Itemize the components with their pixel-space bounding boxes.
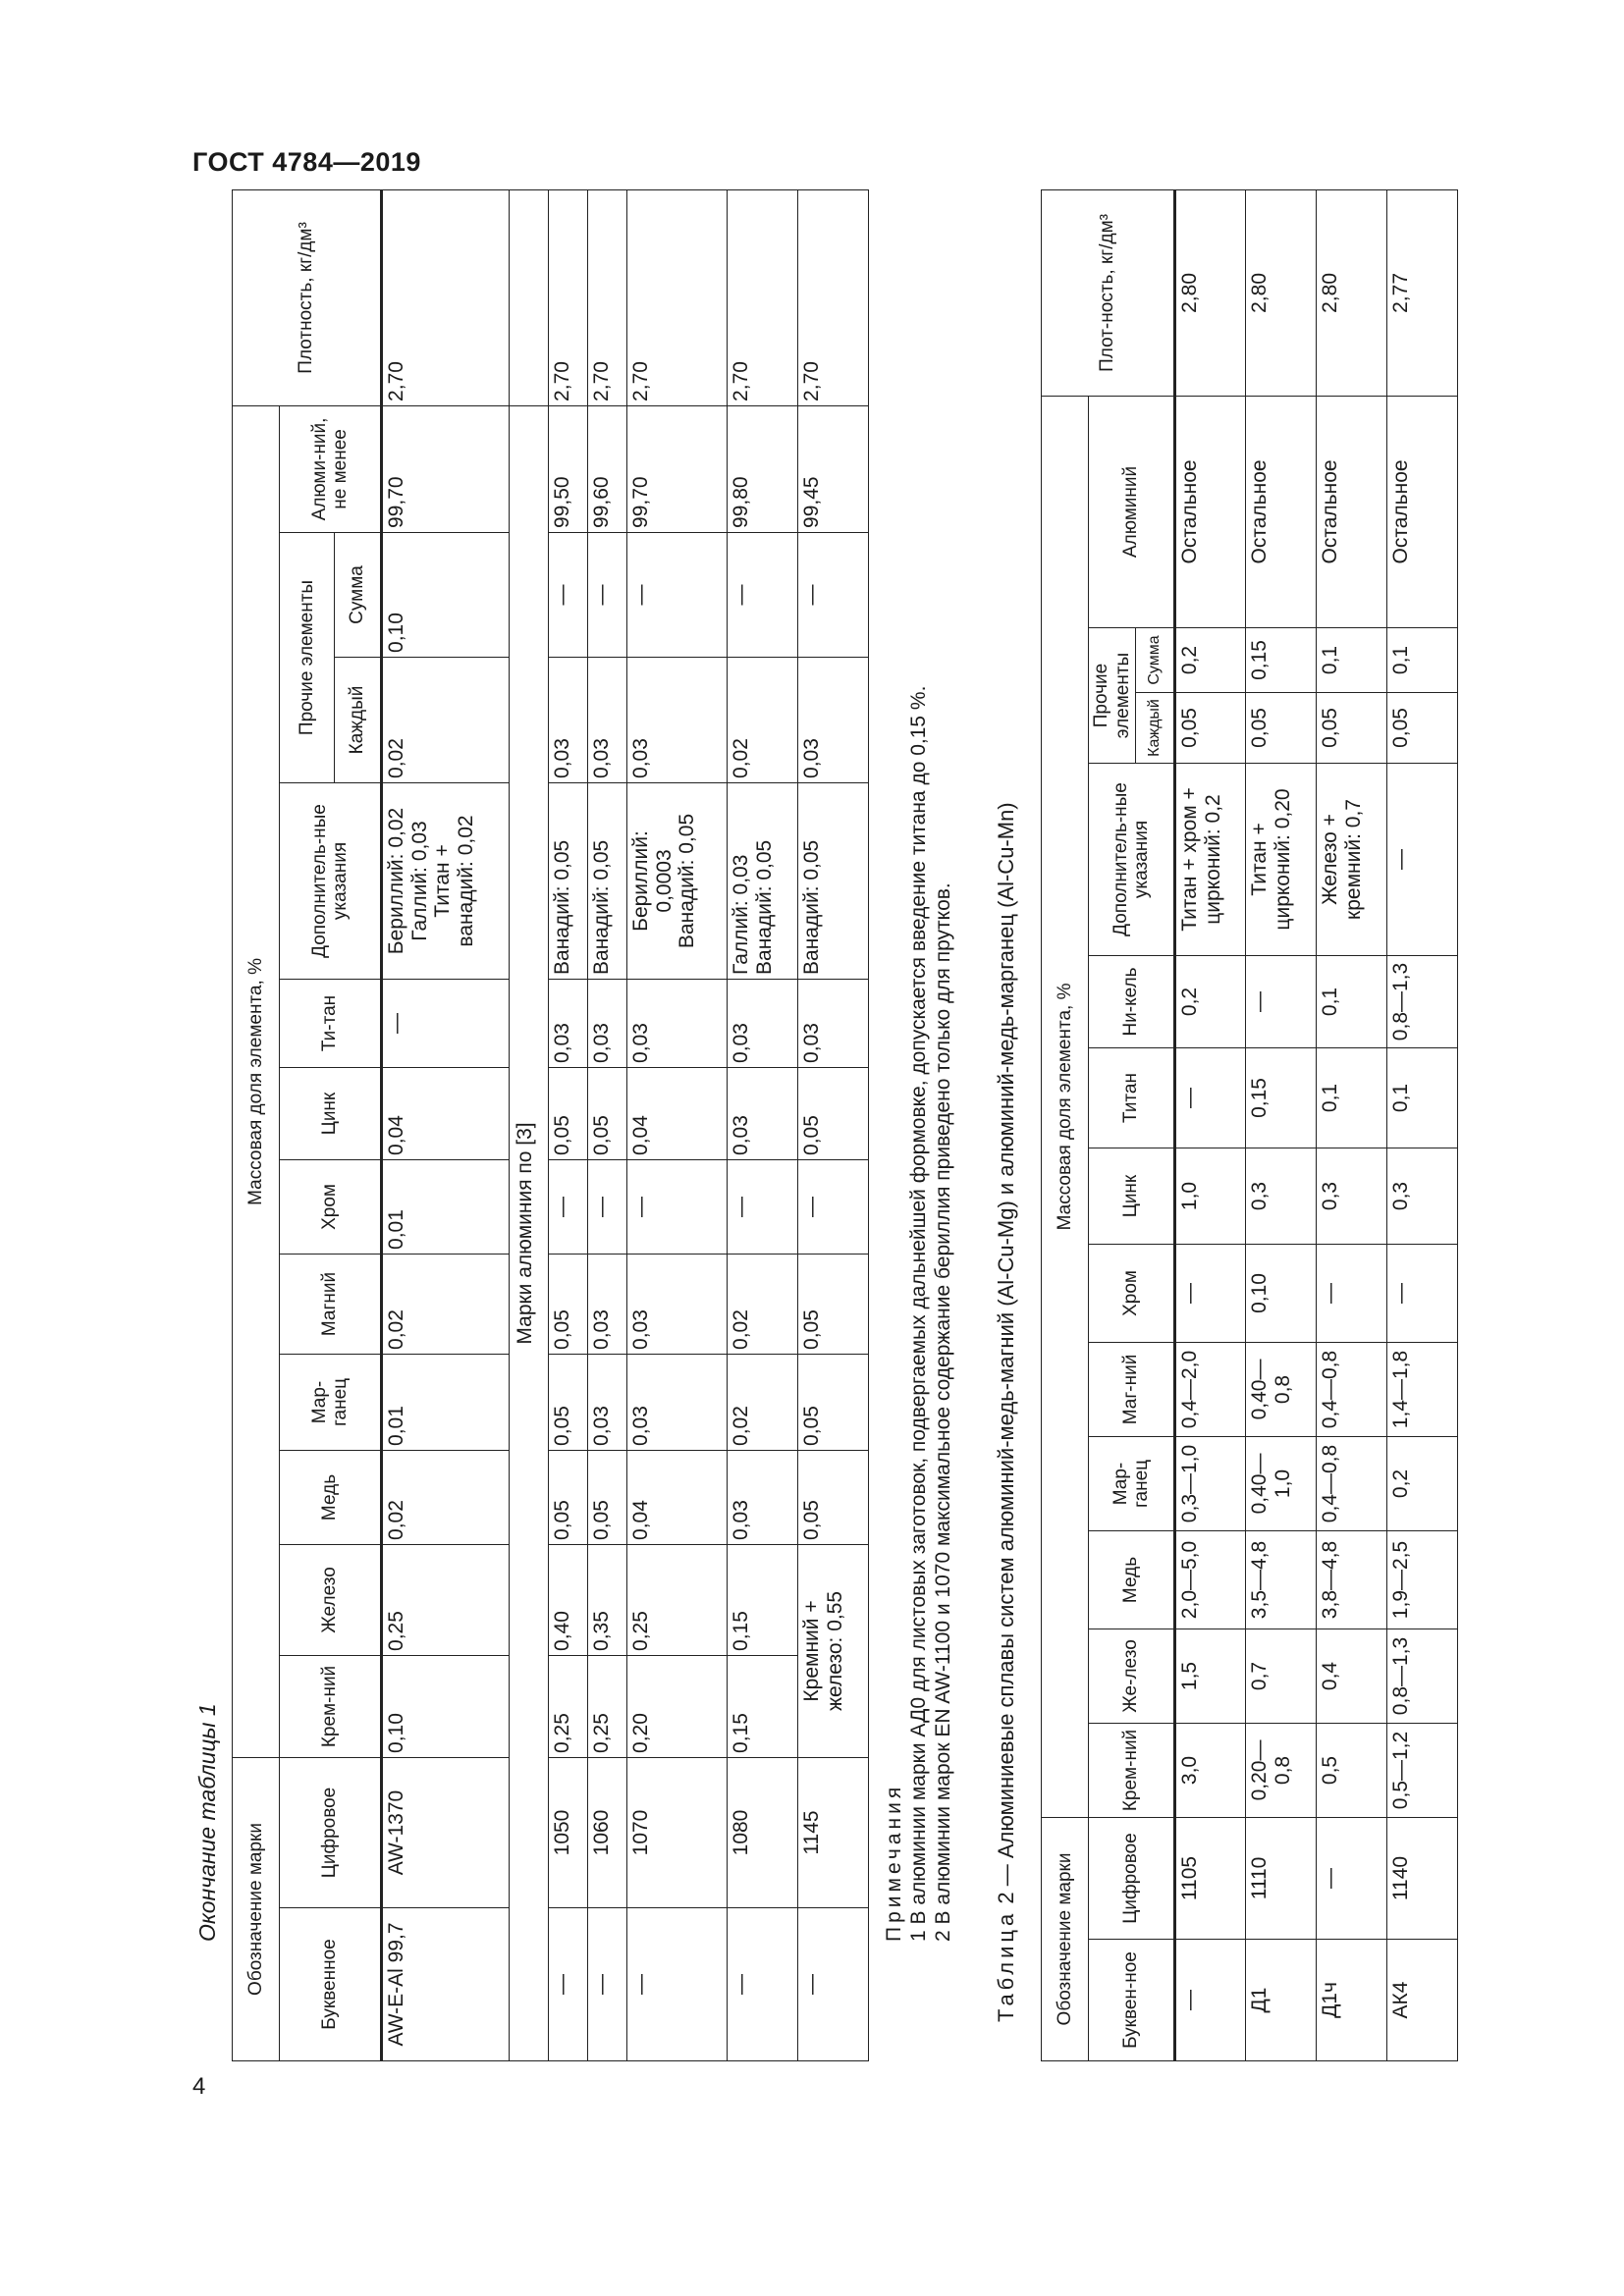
cell-cr: — — [1175, 1244, 1246, 1342]
cell-fe: 0,25 — [627, 1544, 728, 1655]
cell-ti: 0,03 — [549, 979, 588, 1067]
al-header: Алюминий — [1089, 396, 1175, 627]
cell-mg: 0,03 — [627, 1254, 728, 1354]
table-row — [728, 189, 798, 2060]
cell-si: 0,20 — [627, 1655, 728, 1757]
other-elements-header: Прочие элементы — [1089, 627, 1136, 763]
cell-cr: 0,10 — [1246, 1244, 1317, 1342]
cell-letter: — — [588, 1908, 627, 2061]
density-header: Плот-ность, кг/дм³ — [1042, 189, 1175, 396]
ni-header: Ни-кель — [1089, 955, 1175, 1047]
fe-header: Железо — [280, 1544, 382, 1655]
designation-header: Обозначение марки — [233, 1757, 280, 2060]
cell-mg: 0,03 — [588, 1254, 627, 1354]
extra-header: Дополнитель-ные указания — [280, 782, 382, 979]
cell-digital: 1110 — [1246, 1817, 1317, 1939]
cell-cu: 0,03 — [728, 1450, 798, 1544]
table-row — [1317, 189, 1387, 2060]
cell-density: 2,77 — [1387, 189, 1458, 396]
cell-si: 0,5 — [1317, 1723, 1387, 1817]
cell-sum: 0,10 — [382, 532, 510, 657]
cr-header: Хром — [280, 1159, 382, 1254]
digital-header: Цифровое — [280, 1757, 382, 1907]
cell-sum: — — [627, 532, 728, 657]
cell-density: 2,70 — [627, 189, 728, 405]
cell-each: 0,03 — [627, 657, 728, 782]
cell-density: 2,70 — [728, 189, 798, 405]
cell-ni: — — [1246, 955, 1317, 1047]
section-row — [510, 189, 549, 2060]
table2-caption-prefix: Таблица — [994, 1909, 1018, 2022]
cell-density: 2,80 — [1175, 189, 1246, 396]
letter-header: Буквенное — [280, 1908, 382, 2061]
cell-extra: Ванадий: 0,05 — [588, 782, 627, 979]
cell-mn: 0,02 — [728, 1354, 798, 1450]
cell-sum: 0,2 — [1175, 627, 1246, 692]
cu-header: Медь — [280, 1450, 382, 1544]
table-row — [549, 189, 588, 2060]
cell-ti: — — [1175, 1047, 1246, 1148]
cell-extra: — — [1387, 763, 1458, 955]
cell-density: 2,70 — [798, 189, 869, 405]
mn-header: Мар-ганец — [280, 1354, 382, 1450]
cell-al: Остальное — [1317, 396, 1387, 627]
zn-header: Цинк — [1089, 1148, 1175, 1244]
cell-ti: 0,1 — [1387, 1047, 1458, 1148]
cell-si: 0,25 — [588, 1655, 627, 1757]
cell-extra: Титан + цирконий: 0,20 — [1246, 763, 1317, 955]
cell-si: 3,0 — [1175, 1723, 1246, 1817]
cell-cr: — — [1317, 1244, 1387, 1342]
cell-cr: — — [549, 1159, 588, 1254]
cell-extra: Галлий: 0,03 Ванадий: 0,05 — [728, 782, 798, 979]
cell-zn: 0,05 — [549, 1067, 588, 1159]
mass-fraction-header: Массовая доля элемента, % — [1042, 396, 1089, 1817]
page-number: 4 — [192, 2073, 206, 2100]
cell-si: 0,10 — [382, 1655, 510, 1757]
cell-letter: Д1ч — [1317, 1940, 1387, 2061]
cell-ni: 0,8—1,3 — [1387, 955, 1458, 1047]
cell-sum: — — [728, 532, 798, 657]
fe-header: Же-лезо — [1089, 1629, 1175, 1723]
table1-caption: Окончание таблицы 1 — [194, 1703, 220, 1942]
cell-cu: 2,0—5,0 — [1175, 1530, 1246, 1629]
cell-si: 0,5—1,2 — [1387, 1723, 1458, 1817]
cell-each: 0,03 — [549, 657, 588, 782]
cell-letter: — — [728, 1908, 798, 2061]
cell-each: 0,02 — [728, 657, 798, 782]
cell-letter: — — [798, 1908, 869, 2061]
cell-fe: 0,7 — [1246, 1629, 1317, 1723]
cell-sum: — — [588, 532, 627, 657]
cell-cu: 0,04 — [627, 1450, 728, 1544]
cell-fe: 0,25 — [382, 1544, 510, 1655]
digital-header: Цифровое — [1089, 1817, 1175, 1939]
sum-header: Сумма — [335, 532, 382, 657]
mg-header: Маг-ний — [1089, 1342, 1175, 1436]
cell-letter: — — [627, 1908, 728, 2061]
cell-sum: 0,15 — [1246, 627, 1317, 692]
cell-mg: 0,05 — [549, 1254, 588, 1354]
cell-al: 99,70 — [627, 405, 728, 532]
ti-header: Ти-тан — [280, 979, 382, 1067]
cell-cu: 1,9—2,5 — [1387, 1530, 1458, 1629]
cell-density: 2,80 — [1246, 189, 1317, 396]
letter-header: Буквен-ное — [1089, 1940, 1175, 2061]
cell-fe: 0,15 — [728, 1544, 798, 1655]
each-header: Каждый — [335, 657, 382, 782]
cell-mn: 0,4—0,8 — [1317, 1436, 1387, 1530]
cell-density: 2,70 — [382, 189, 510, 405]
cell-digital: 1105 — [1175, 1817, 1246, 1939]
cell-ni: 0,1 — [1317, 955, 1387, 1047]
cell-cu: 0,05 — [549, 1450, 588, 1544]
cell-digital: 1070 — [627, 1757, 728, 1907]
cell-sum: — — [549, 532, 588, 657]
cell-mg: 0,02 — [728, 1254, 798, 1354]
notes-title: Примечания — [883, 1783, 905, 1942]
cell-al: 99,70 — [382, 405, 510, 532]
cell-mn: 0,05 — [798, 1354, 869, 1450]
cell-al: Остальное — [1175, 396, 1246, 627]
cell-fe: 0,35 — [588, 1544, 627, 1655]
table-row — [1387, 189, 1458, 2060]
cell-cr: — — [1387, 1244, 1458, 1342]
cell-extra: Железо + кремний: 0,7 — [1317, 763, 1387, 955]
cell-mn: 0,03 — [588, 1354, 627, 1450]
sum-header: Сумма — [1136, 627, 1175, 692]
cell-fe: 1,5 — [1175, 1629, 1246, 1723]
cell-ti: 0,03 — [588, 979, 627, 1067]
cell-si: 0,15 — [728, 1655, 798, 1757]
cell-ti: 0,03 — [798, 979, 869, 1067]
cell-zn: 0,3 — [1246, 1148, 1317, 1244]
table1 — [232, 189, 869, 2061]
extra-header: Дополнитель-ные указания — [1089, 763, 1175, 955]
table-row — [1175, 189, 1246, 2060]
cell-extra: Бериллий: 0,0003 Ванадий: 0,05 — [627, 782, 728, 979]
si-header: Крем-ний — [280, 1655, 382, 1757]
cell-cu: 0,05 — [588, 1450, 627, 1544]
cell-al: 99,80 — [728, 405, 798, 532]
cell-zn: 0,3 — [1387, 1148, 1458, 1244]
table2-caption — [994, 802, 1019, 2022]
notes — [882, 175, 956, 1942]
cell-ti: 0,1 — [1317, 1047, 1387, 1148]
cell-digital: 1060 — [588, 1757, 627, 1907]
cell-digital: 1140 — [1387, 1817, 1458, 1939]
cr-header: Хром — [1089, 1244, 1175, 1342]
cell-each: 0,02 — [382, 657, 510, 782]
cell-extra: Ванадий: 0,05 — [798, 782, 869, 979]
cell-mn: 0,2 — [1387, 1436, 1458, 1530]
cell-sum: 0,1 — [1317, 627, 1387, 692]
cell-fe: 0,40 — [549, 1544, 588, 1655]
section-density-empty — [510, 189, 549, 405]
each-header: Каждый — [1136, 692, 1175, 763]
cell-each: 0,03 — [798, 657, 869, 782]
cell-digital: 1080 — [728, 1757, 798, 1907]
cell-zn: 0,3 — [1317, 1148, 1387, 1244]
cell-mg: 0,4—0,8 — [1317, 1342, 1387, 1436]
table-row — [627, 189, 728, 2060]
cell-digital: AW-1370 — [382, 1757, 510, 1907]
cell-ti: 0,03 — [728, 979, 798, 1067]
cell-fe: 0,4 — [1317, 1629, 1387, 1723]
cell-cu: 0,05 — [798, 1450, 869, 1544]
cell-cr: — — [627, 1159, 728, 1254]
table-row — [588, 189, 627, 2060]
table-row — [798, 189, 869, 2060]
cell-letter: — — [549, 1908, 588, 2061]
cell-extra: Титан + хром + цирконий: 0,2 — [1175, 763, 1246, 955]
cell-mn: 0,40—1,0 — [1246, 1436, 1317, 1530]
si-header: Крем-ний — [1089, 1723, 1175, 1817]
cell-cr: — — [588, 1159, 627, 1254]
cell-cr: — — [798, 1159, 869, 1254]
cell-al: Остальное — [1246, 396, 1317, 627]
cell-each: 0,05 — [1317, 692, 1387, 763]
cell-si: 0,20—0,8 — [1246, 1723, 1317, 1817]
cell-digital: 1050 — [549, 1757, 588, 1907]
table2 — [1041, 189, 1458, 2061]
cell-sum: — — [798, 532, 869, 657]
zn-header: Цинк — [280, 1067, 382, 1159]
cell-density: 2,80 — [1317, 189, 1387, 396]
cell-letter: — — [1175, 1940, 1246, 2061]
table-row — [382, 189, 510, 2060]
cell-each: 0,03 — [588, 657, 627, 782]
other-elements-header: Прочие элементы — [280, 532, 335, 782]
cell-mg: 0,4—2,0 — [1175, 1342, 1246, 1436]
table2-caption-text: 2 — Алюминиевые сплавы систем алюминий-медь-магний (Al-Cu-Mg) и алюминий-медь-марганец (Al-Cu-Mn) — [994, 802, 1018, 1904]
cell-zn: 0,03 — [728, 1067, 798, 1159]
cell-mn: 0,03 — [627, 1354, 728, 1450]
cell-mg: 0,02 — [382, 1254, 510, 1354]
cell-letter: AW-E-Al 99,7 — [382, 1908, 510, 2061]
cell-al: Остальное — [1387, 396, 1458, 627]
note-item: 1 В алюминии марки АД0 для листовых заготовок, подвергаемых дальнейшей формовке, допускается введение титана до 0,15 %. — [907, 685, 931, 1942]
cell-density: 2,70 — [588, 189, 627, 405]
document-header: ГОСТ 4784—2019 — [192, 147, 421, 177]
cell-mg: 1,4—1,8 — [1387, 1342, 1458, 1436]
cell-cu: 3,5—4,8 — [1246, 1530, 1317, 1629]
cell-digital: 1145 — [798, 1757, 869, 1907]
cu-header: Медь — [1089, 1530, 1175, 1629]
table-row — [1246, 189, 1317, 2060]
density-header: Плотность, кг/дм³ — [233, 189, 382, 405]
cell-zn: 0,05 — [798, 1067, 869, 1159]
cell-mn: 0,01 — [382, 1354, 510, 1450]
section-title: Марки алюминия по [3] — [510, 405, 549, 2060]
cell-each: 0,05 — [1387, 692, 1458, 763]
cell-each: 0,05 — [1246, 692, 1317, 763]
cell-al: 99,45 — [798, 405, 869, 532]
cell-each: 0,05 — [1175, 692, 1246, 763]
cell-mg: 0,40—0,8 — [1246, 1342, 1317, 1436]
cell-zn: 1,0 — [1175, 1148, 1246, 1244]
cell-ni: 0,2 — [1175, 955, 1246, 1047]
cell-ti: 0,15 — [1246, 1047, 1317, 1148]
ti-header: Титан — [1089, 1047, 1175, 1148]
cell-zn: 0,04 — [627, 1067, 728, 1159]
cell-letter: Д1 — [1246, 1940, 1317, 2061]
cell-extra: Бериллий: 0,02 Галлий: 0,03 Титан + ванадий: 0,02 — [382, 782, 510, 979]
cell-al: 99,60 — [588, 405, 627, 532]
cell-cr: — — [728, 1159, 798, 1254]
note-item: 2 В алюминии марок EN AW-1100 и 1070 максимальное содержание бериллия приведено только для прутков. — [932, 882, 955, 1942]
cell-si-fe: Кремний + железо: 0,55 — [798, 1544, 869, 1757]
cell-digital: — — [1317, 1817, 1387, 1939]
cell-al: 99,50 — [549, 405, 588, 532]
cell-density: 2,70 — [549, 189, 588, 405]
cell-mn: 0,05 — [549, 1354, 588, 1450]
cell-mn: 0,3—1,0 — [1175, 1436, 1246, 1530]
cell-cu: 3,8—4,8 — [1317, 1530, 1387, 1629]
cell-fe: 0,8—1,3 — [1387, 1629, 1458, 1723]
cell-cr: 0,01 — [382, 1159, 510, 1254]
cell-cu: 0,02 — [382, 1450, 510, 1544]
cell-zn: 0,04 — [382, 1067, 510, 1159]
cell-zn: 0,05 — [588, 1067, 627, 1159]
cell-mg: 0,05 — [798, 1254, 869, 1354]
cell-sum: 0,1 — [1387, 627, 1458, 692]
al-header: Алюми-ний, не менее — [280, 405, 382, 532]
cell-ti: 0,03 — [627, 979, 728, 1067]
cell-si: 0,25 — [549, 1655, 588, 1757]
cell-ti: — — [382, 979, 510, 1067]
mass-fraction-header: Массовая доля элемента, % — [233, 405, 280, 1757]
cell-letter: АК4 — [1387, 1940, 1458, 2061]
cell-extra: Ванадий: 0,05 — [549, 782, 588, 979]
designation-header: Обозначение марки — [1042, 1817, 1089, 2060]
mg-header: Магний — [280, 1254, 382, 1354]
mn-header: Мар-ганец — [1089, 1436, 1175, 1530]
